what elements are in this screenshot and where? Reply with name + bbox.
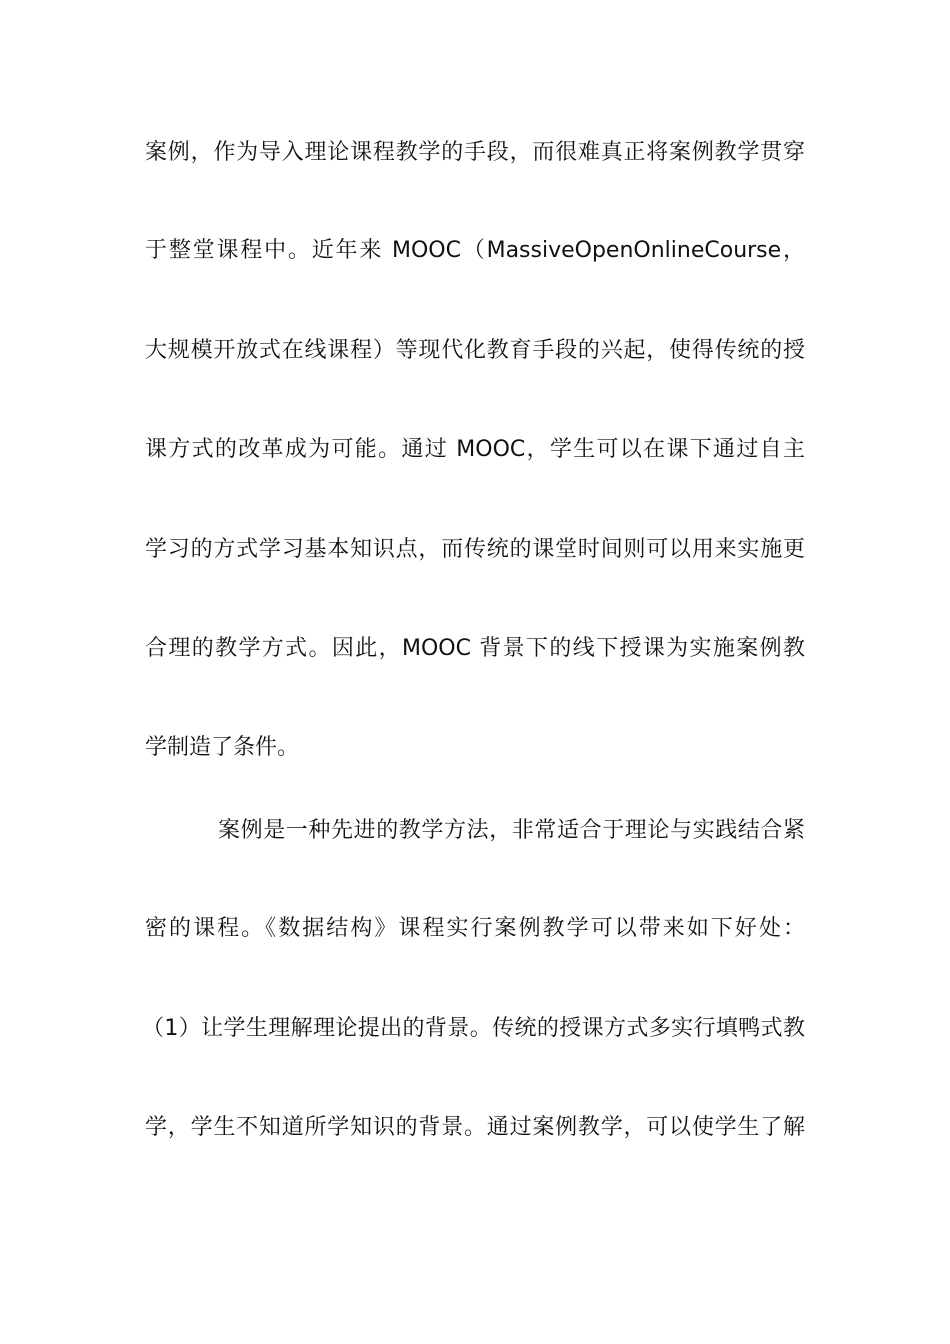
paragraph-line-last: 学制造了条件。	[145, 735, 300, 760]
paragraph-line: 大规模开放式在线课程）等现代化教育手段的兴起，使得传统的授	[145, 338, 805, 363]
paragraph-line: 合理的教学方式。因此，MOOC 背景下的线下授课为实施案例教	[145, 636, 805, 661]
paragraph-line: 课方式的改革成为可能。通过 MOOC，学生可以在课下通过自主	[145, 437, 805, 462]
list-item-line: （1）让学生理解理论提出的背景。传统的授课方式多实行填鸭式教	[142, 1016, 805, 1041]
paragraph-line: 学，学生不知道所学知识的背景。通过案例教学，可以使学生了解	[145, 1115, 805, 1140]
paragraph-line: 密的课程。《数据结构》课程实行案例教学可以带来如下好处：	[145, 916, 805, 941]
paragraph-line: 于整堂课程中。近年来 MOOC（MassiveOpenOnlineCourse，	[145, 238, 805, 263]
paragraph-line-indented: 案例是一种先进的教学方法，非常适合于理论与实践结合紧	[218, 818, 805, 843]
paragraph-line: 学习的方式学习基本知识点，而传统的课堂时间则可以用来实施更	[145, 537, 805, 562]
paragraph-line: 案例，作为导入理论课程教学的手段，而很难真正将案例教学贯穿	[145, 140, 805, 165]
